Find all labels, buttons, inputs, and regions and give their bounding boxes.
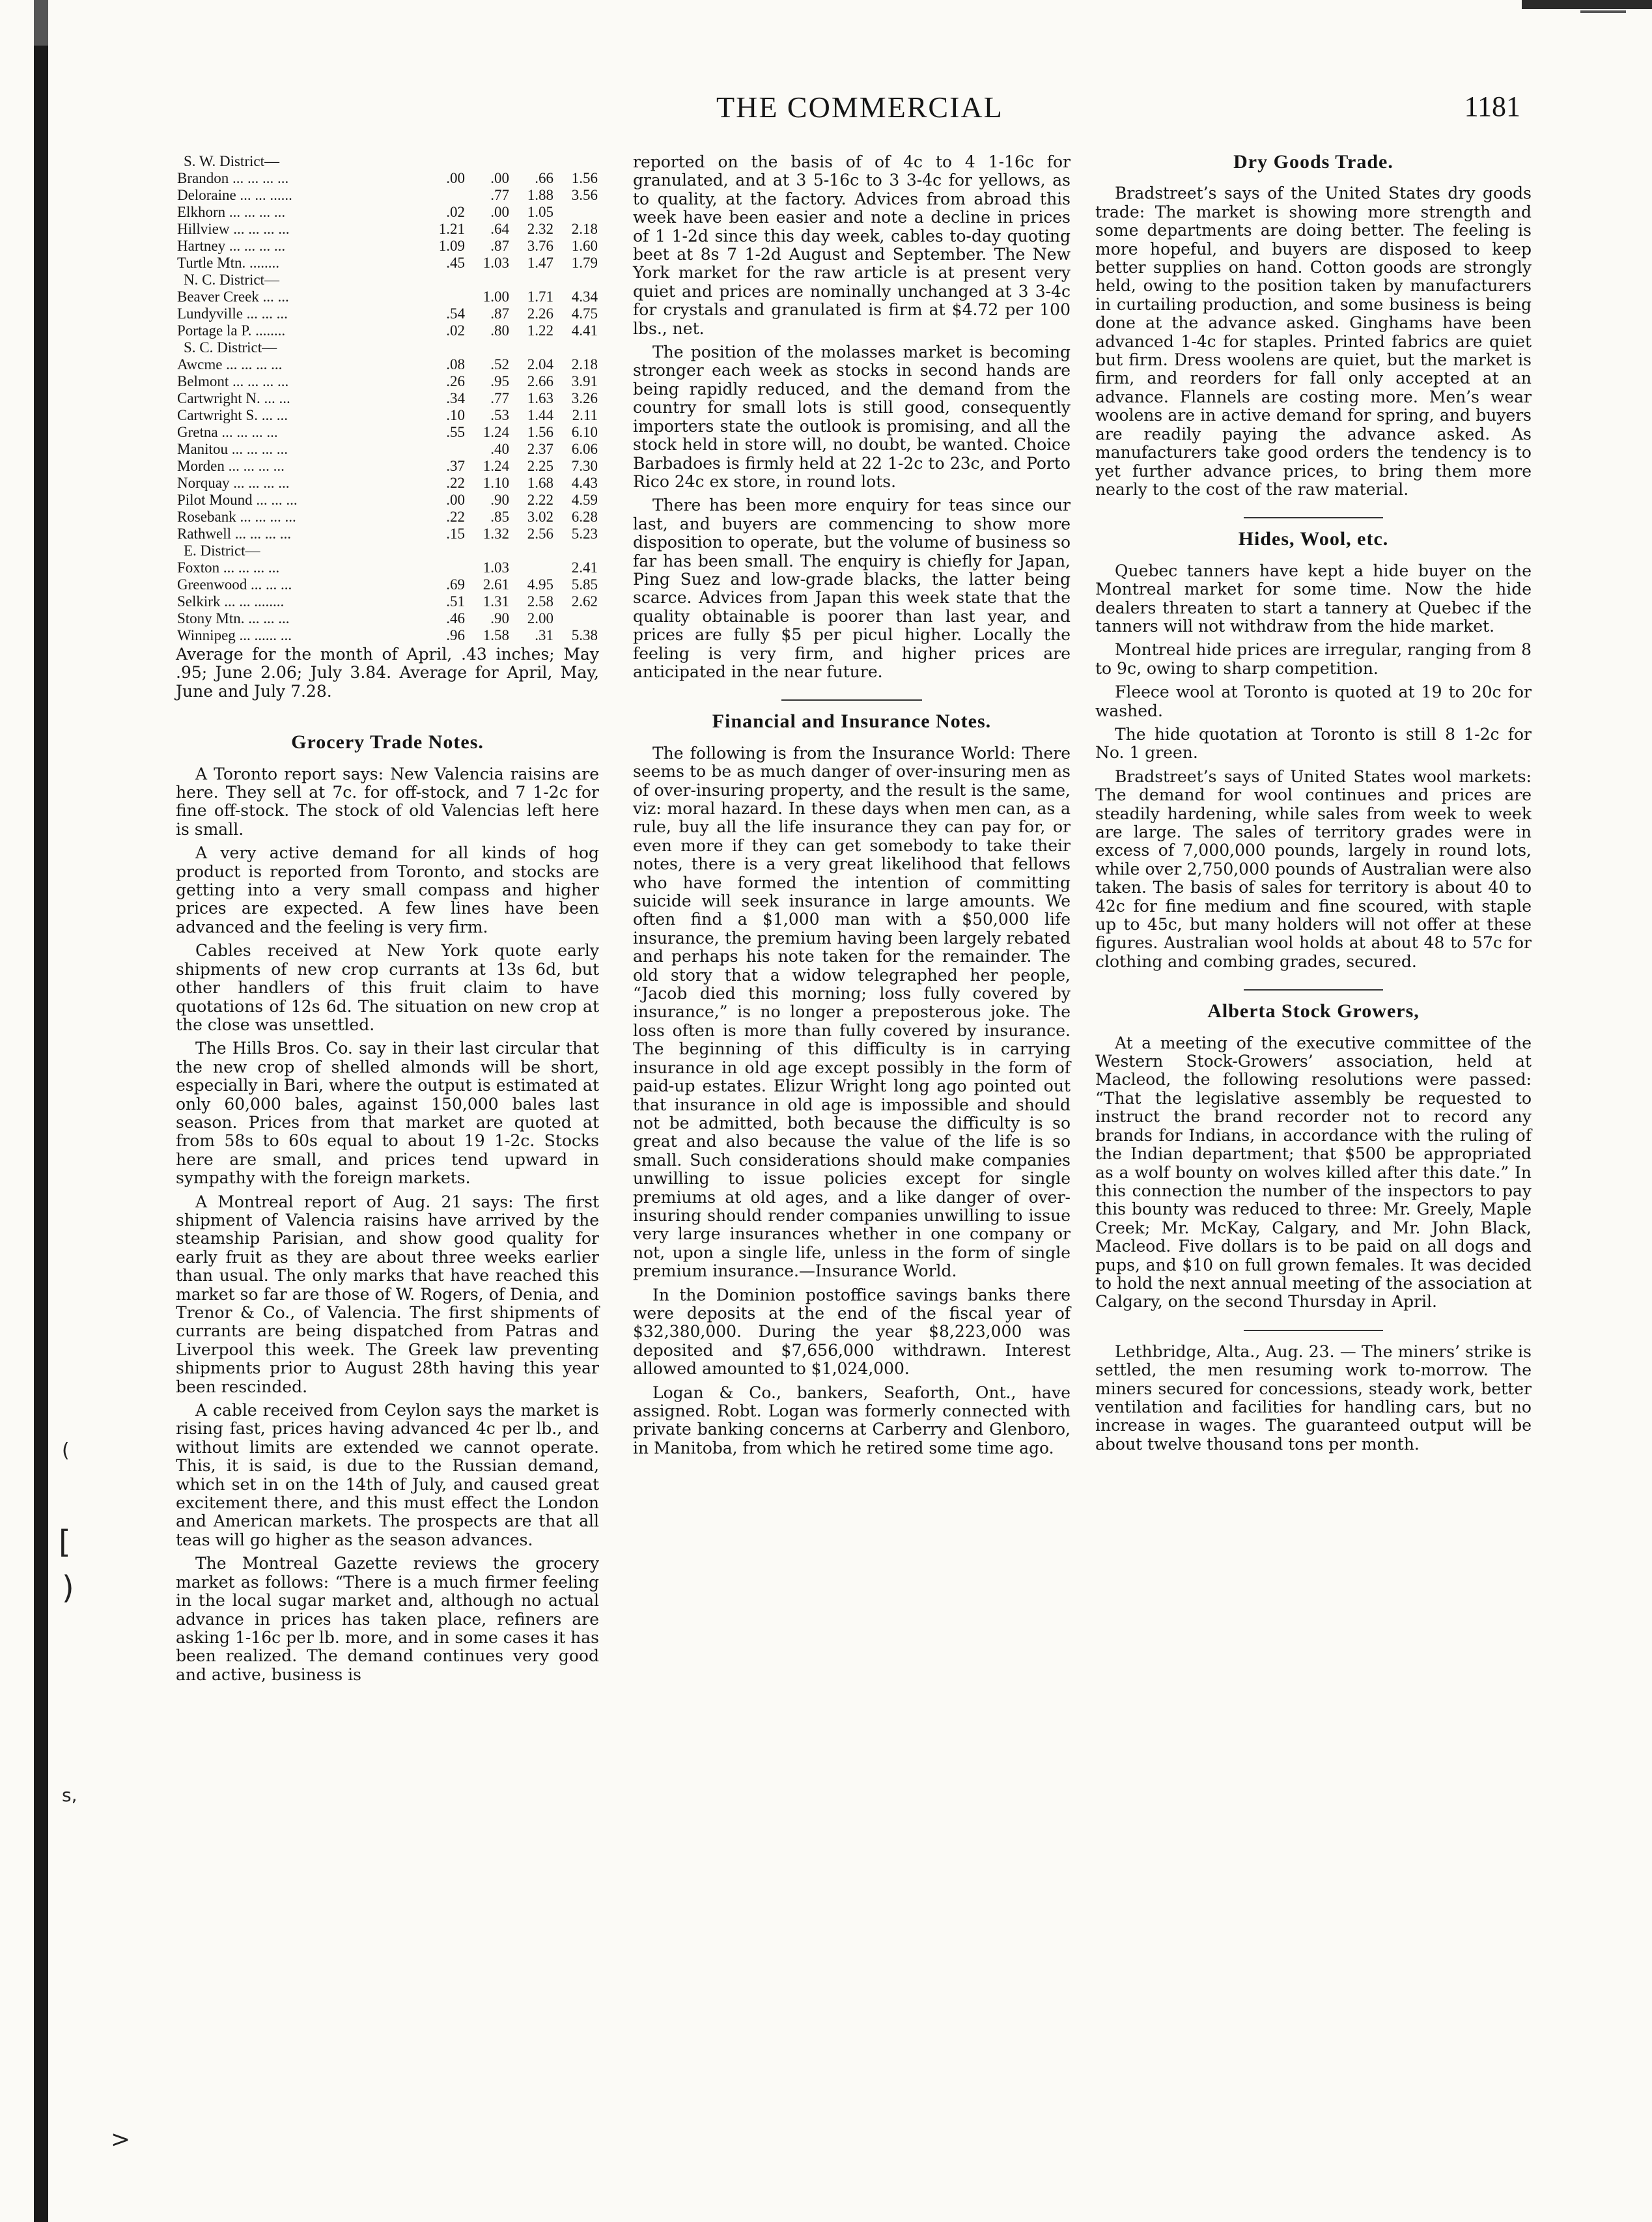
station-name: Awcme ... ... ... ... bbox=[177, 356, 283, 373]
column-right bbox=[1095, 153, 1532, 1459]
rainfall-value: 2.37 bbox=[527, 441, 553, 457]
rainfall-value: 4.41 bbox=[571, 322, 598, 339]
station-name: Cartwright S. ... ... bbox=[177, 407, 288, 423]
rainfall-value: 5.85 bbox=[571, 576, 598, 593]
district-label: N. C. District— bbox=[184, 272, 279, 288]
publication-title: THE COMMERCIAL bbox=[716, 91, 1003, 124]
rainfall-value: 3.91 bbox=[571, 373, 598, 389]
rainfall-value: .85 bbox=[490, 509, 509, 525]
rainfall-value: 1.21 bbox=[438, 221, 465, 237]
rainfall-value: .15 bbox=[446, 526, 465, 542]
rainfall-value: 1.09 bbox=[438, 238, 465, 254]
rainfall-value: 1.00 bbox=[483, 288, 509, 305]
rainfall-value: .54 bbox=[446, 305, 465, 322]
article-paragraph: reported on the basis of of 4c to 4 1-16c for granulated, and at 3 5-16c to 3 3-4c for yellows, as to quality, at the factory. Advices from abroad this week have been easier and note a decline in prices of 1 1-2d since this day week, cables to-day quoting beet at 8s 7 1-2d August and September. The New York market for the raw article is at present very quiet and prices are nominally unchanged at 3 3-4c for crystals and granulated is firm at $4.72 per 100 lbs., net. bbox=[633, 152, 1071, 338]
rainfall-value: 1.47 bbox=[527, 255, 553, 271]
rainfall-value: .87 bbox=[490, 238, 509, 254]
rainfall-value: 1.56 bbox=[571, 170, 598, 186]
rainfall-value: 3.76 bbox=[527, 238, 553, 254]
table-row bbox=[176, 526, 599, 542]
station-name: Pilot Mound ... ... ... bbox=[177, 492, 298, 508]
rainfall-value: 1.22 bbox=[527, 322, 553, 339]
table-row bbox=[176, 475, 599, 492]
rainfall-value: 3.02 bbox=[527, 509, 553, 525]
article-paragraph: A Montreal report of Aug. 21 says: The first shipment of Valencia raisins have arrived by the steamship Parisian, and show good quality for early fruit as they are about three weeks earlier than usual. The only marks that have reached this market so far are those of W. Rogers, of Denia, and Trenor & Co., of Valencia. The first shipments of currants are being dispatched from Patras and Liverpool this week. The Greek law preventing shipments prior to August 28th having this year been rescinded. bbox=[176, 1192, 599, 1396]
station-name: Rathwell ... ... ... ... bbox=[177, 526, 292, 542]
rainfall-value: 3.56 bbox=[571, 187, 598, 203]
table-row bbox=[176, 204, 599, 221]
rainfall-value: 3.26 bbox=[571, 390, 598, 406]
article-paragraph: Fleece wool at Toronto is quoted at 19 to 20c for washed. bbox=[1095, 682, 1532, 720]
table-row bbox=[176, 255, 599, 272]
rainfall-value bbox=[422, 187, 466, 204]
rainfall-value bbox=[555, 610, 599, 627]
table-row bbox=[176, 492, 599, 509]
district-label: S. W. District— bbox=[184, 153, 279, 169]
section-divider bbox=[1244, 1330, 1383, 1331]
rainfall-value: 4.75 bbox=[571, 305, 598, 322]
article-paragraph: The following is from the Insurance World: There seems to be as much danger of over-insuring men as of over-insuring property, and the result is the same, viz: moral hazard. In these days when men can, as a rule, buy all the life insurance they can pay for, or even more if they can get somebody to take their notes, there is a very great likelihood that fellows who have formed the intention of committing suicide will seek insurance in large amounts. We often find a $1,000 man with a $50,000 life insurance, the premium having been largely rebated and perhaps his note taken for the remainder. The old story that a widow telegraphed her people, “Jacob died this morning; loss fully covered by insurance,” is no longer a preposterous joke. The loss often is more than fully covered by insurance. The beginning of this difficulty is in carrying insurance in old age except possibly in the form of paid-up estates. Elizur Wright long ago pointed out that insurance in old age is impossible and should not be admitted, both because the difficulty is so great and also because the value of the life is so small. Such considerations should make companies unwilling to issue policies except for single premiums at old ages, and a like danger of over-insuring should render companies unwilling to issue very large insurances whether in one company or not, upon a single life, unless in the form of single premium insurance.—Insurance World. bbox=[633, 743, 1071, 1281]
rainfall-value: .53 bbox=[490, 407, 509, 423]
rainfall-value: 2.25 bbox=[527, 458, 553, 474]
station-name: Stony Mtn. ... ... ... bbox=[177, 610, 290, 626]
table-row bbox=[176, 322, 599, 339]
page-header bbox=[628, 90, 1533, 142]
rainfall-value: .90 bbox=[490, 610, 509, 626]
table-district-row bbox=[176, 153, 599, 170]
section-heading-dry-goods: Dry Goods Trade. bbox=[1233, 151, 1393, 173]
rainfall-value bbox=[555, 204, 599, 221]
rainfall-value: 2.18 bbox=[571, 221, 598, 237]
rainfall-value: 2.41 bbox=[571, 559, 598, 576]
rainfall-value: 2.18 bbox=[571, 356, 598, 373]
rainfall-value: 5.38 bbox=[571, 627, 598, 643]
rainfall-value: 1.10 bbox=[483, 475, 509, 491]
table-row bbox=[176, 576, 599, 593]
table-row bbox=[176, 187, 599, 204]
rainfall-value: .26 bbox=[446, 373, 465, 389]
rainfall-value: 1.58 bbox=[483, 627, 509, 643]
page-binding-edge bbox=[34, 46, 48, 2222]
rainfall-value: 6.28 bbox=[571, 509, 598, 525]
article-paragraph: The position of the molasses market is becoming stronger each week as stocks in second hands are being rapidly reduced, and the demand from the country for small lots is still good, consequently importers state the outlook is promising, and all the stock held in store will, no doubt, be wanted. Choice Barbadoes is firmly held at 22 1-2c to 23c, and Porto Rico 24c ex store, in round lots. bbox=[633, 343, 1071, 491]
station-name: Selkirk ... ... ........ bbox=[177, 593, 285, 610]
section-divider bbox=[1244, 989, 1383, 991]
section-divider bbox=[781, 699, 921, 701]
rainfall-value: 6.10 bbox=[571, 424, 598, 440]
table-row bbox=[176, 593, 599, 610]
table-row bbox=[176, 441, 599, 458]
table-row bbox=[176, 356, 599, 373]
rainfall-value: .51 bbox=[446, 593, 465, 610]
station-name: Cartwright N. ... ... bbox=[177, 390, 290, 406]
rainfall-value: .69 bbox=[446, 576, 465, 593]
rainfall-value: 2.32 bbox=[527, 221, 553, 237]
table-row bbox=[176, 407, 599, 424]
rainfall-value: 6.06 bbox=[571, 441, 598, 457]
table-row bbox=[176, 238, 599, 255]
rainfall-value: 1.63 bbox=[527, 390, 553, 406]
rainfall-value bbox=[422, 441, 466, 458]
table-row bbox=[176, 221, 599, 238]
rainfall-value: .31 bbox=[535, 627, 553, 643]
rainfall-value: .02 bbox=[446, 204, 465, 220]
article-paragraph: Montreal hide prices are irregular, ranging from 8 to 9c, owing to sharp competition. bbox=[1095, 640, 1532, 678]
article-paragraph: In the Dominion postoffice savings banks there were deposits at the end of the fiscal year of $32,380,000. During the year $8,223,000 was deposited and $7,656,000 withdrawn. Interest allowed amounted to $1,024,000. bbox=[633, 1285, 1071, 1379]
table-row bbox=[176, 373, 599, 390]
rainfall-value: .10 bbox=[446, 407, 465, 423]
rainfall-table bbox=[176, 153, 599, 644]
rainfall-value: 4.59 bbox=[571, 492, 598, 508]
rainfall-value: .55 bbox=[446, 424, 465, 440]
rainfall-value: .77 bbox=[490, 390, 509, 406]
rainfall-value: .46 bbox=[446, 610, 465, 626]
table-row bbox=[176, 610, 599, 627]
station-name: Beaver Creek ... ... bbox=[177, 288, 289, 305]
rainfall-value: .37 bbox=[446, 458, 465, 474]
rainfall-value: 1.44 bbox=[527, 407, 553, 423]
article-paragraph: Cables received at New York quote early shipments of new crop currants at 13s 6d, but other handlers of this fruit claim to have quotations of 12s 6d. The situation on new crop at the close was unsettled. bbox=[176, 941, 599, 1034]
section-divider bbox=[1244, 517, 1383, 518]
rainfall-value: 1.03 bbox=[483, 559, 509, 576]
rainfall-value: .00 bbox=[490, 170, 509, 186]
rainfall-value: 4.34 bbox=[571, 288, 598, 305]
station-name: Brandon ... ... ... ... bbox=[177, 170, 289, 186]
margin-mark: [ bbox=[59, 1524, 71, 1560]
rainfall-value: .02 bbox=[446, 322, 465, 339]
rainfall-value: 1.05 bbox=[527, 204, 553, 220]
station-name: Portage la P. ........ bbox=[177, 322, 286, 339]
rainfall-value bbox=[511, 559, 555, 576]
rainfall-value: .90 bbox=[490, 492, 509, 508]
rainfall-value: 1.68 bbox=[527, 475, 553, 491]
article-paragraph: There has been more enquiry for teas since our last, and buyers are commencing to show more disposition to operate, but the volume of business so far has been small. The enquiry is chiefly for Japan, Ping Suez and low-grade blacks, the latter being scarce. Advices from Japan this week state that the quality obtainable is poorer than last year, and prices are fully $5 per picul higher. Locally the feeling is very firm, and higher prices are anticipated in the near future. bbox=[633, 496, 1071, 681]
corner-smudge bbox=[1522, 0, 1652, 9]
rainfall-value: .77 bbox=[490, 187, 509, 203]
table-district-row bbox=[176, 339, 599, 356]
column-middle bbox=[633, 153, 1071, 1463]
article-paragraph: Bradstreet’s says of United States wool markets: The demand for wool continues and prices are steadily hardening, while sales from week to week are large. The sales of territory grades were in excess of 7,000,000 pounds, largely in round lots, while over 2,750,000 pounds of Australian were also taken. The basis of sales for territory is about 40 to 42c for fine medium and fine scoured, with staple up to 45c, but many holders will not offer at these figures. Australian wool holds at about 48 to 57c for clothing and combing grades, secured. bbox=[1095, 766, 1532, 971]
table-row bbox=[176, 458, 599, 475]
column-left bbox=[176, 153, 599, 1689]
article-paragraph: Lethbridge, Alta., Aug. 23. — The miners’ strike is settled, the men resuming work to-morrow. The miners secured for concessions, steady work, better ventilation and facilities for handling cars, but no increase in wages. The guaranteed output will be about twelve thousand tons per month. bbox=[1095, 1342, 1532, 1454]
rainfall-value: 1.32 bbox=[483, 526, 509, 542]
rainfall-value: 2.56 bbox=[527, 526, 553, 542]
rainfall-value: .22 bbox=[446, 509, 465, 525]
rainfall-value: 1.24 bbox=[483, 424, 509, 440]
margin-mark: s, bbox=[62, 1784, 77, 1806]
table-district-row bbox=[176, 542, 599, 559]
rainfall-value: .08 bbox=[446, 356, 465, 373]
article-paragraph: The Montreal Gazette reviews the grocery market as follows: “There is a much firmer feeling in the local sugar market and, although no actual advance in prices has taken place, refiners are asking 1-16c per lb. more, and in some cases it has been realized. The demand continues very good and active, business is bbox=[176, 1554, 599, 1684]
table-row bbox=[176, 288, 599, 305]
station-name: Belmont ... ... ... ... bbox=[177, 373, 289, 389]
table-row bbox=[176, 390, 599, 407]
station-name: Lundyville ... ... ... bbox=[177, 305, 288, 322]
rainfall-value: 2.00 bbox=[527, 610, 553, 626]
rainfall-value: .95 bbox=[490, 373, 509, 389]
rainfall-value: 2.62 bbox=[571, 593, 598, 610]
section-heading-alberta: Alberta Stock Growers, bbox=[1207, 1000, 1420, 1022]
rainfall-value: .66 bbox=[535, 170, 553, 186]
station-name: Elkhorn ... ... ... ... bbox=[177, 204, 286, 220]
rainfall-value: 1.31 bbox=[483, 593, 509, 610]
station-name: Winnipeg ... ...... ... bbox=[177, 627, 292, 643]
section-heading-hides: Hides, Wool, etc. bbox=[1238, 528, 1389, 550]
article-paragraph: Bradstreet’s says of the United States dry goods trade: The market is showing more strength and some departments are doing better. The feeling is more hopeful, and buyers are disposed to keep better supplies on hand. Cotton goods are strongly held, owing to the position taken by manufacturers in curtailing production, and some business is being done at the advance asked. Ginghams have been advanced 1-4c for staples. Printed fabrics are quiet but firm. Dress woolens are quiet, but the market is firm, and reorders for fall only accepted at an advance. Flannels are costing more. Men’s wear woolens are in active demand for spring, and buyers are readily paying the advance asked. As manufacturers take good orders the tendency is to yet further advance prices, to bring them more nearly to the cost of the raw material. bbox=[1095, 184, 1532, 499]
rainfall-value: 2.04 bbox=[527, 356, 553, 373]
table-row bbox=[176, 170, 599, 187]
station-name: Greenwood ... ... ... bbox=[177, 576, 292, 593]
rainfall-value: .52 bbox=[490, 356, 509, 373]
rainfall-value: 5.23 bbox=[571, 526, 598, 542]
rainfall-value: .22 bbox=[446, 475, 465, 491]
station-name: Gretna ... ... ... ... bbox=[177, 424, 278, 440]
rainfall-value: 1.71 bbox=[527, 288, 553, 305]
station-name: Norquay ... ... ... ... bbox=[177, 475, 290, 491]
rainfall-value: 1.03 bbox=[483, 255, 509, 271]
rainfall-value: 7.30 bbox=[571, 458, 598, 474]
table-row bbox=[176, 627, 599, 644]
station-name: Manitou ... ... ... ... bbox=[177, 441, 288, 457]
page-number: 1181 bbox=[1464, 91, 1520, 122]
rainfall-value bbox=[422, 288, 466, 305]
rainfall-value: .00 bbox=[446, 170, 465, 186]
rainfall-value: 2.26 bbox=[527, 305, 553, 322]
article-paragraph: At a meeting of the executive committee of the Western Stock-Growers’ association, held at Macleod, the following resolutions were passed: “That the legislative assembly be requested to instruct the brand recorder not to record any brands for Indians, in accordance with the ruling of the Indian department; that $500 be appropriated as a wolf bounty on wolves killed after this date.” In this connection the number of the inspectors to pay this bounty was reduced to three: Mr. Greely, Maple Creek; Mr. McKay, Calgary, and Mr. John Black, Macleod. Five dollars is to be paid on all dogs and pups, and $10 on full grown females. It was decided to hold the next annual meeting of the association at Calgary, on the second Thursday in April. bbox=[1095, 1033, 1532, 1312]
district-label: S. C. District— bbox=[184, 339, 277, 356]
rainfall-value: .00 bbox=[446, 492, 465, 508]
rainfall-value: .87 bbox=[490, 305, 509, 322]
rainfall-value: .34 bbox=[446, 390, 465, 406]
article-paragraph: The hide quotation at Toronto is still 8 1-2c for No. 1 green. bbox=[1095, 724, 1532, 763]
article-paragraph: A cable received from Ceylon says the market is rising fast, prices having advanced 4c per lb., and without limits are extended we cannot operate. This, it is said, is due to the Russian demand, which set in on the 14th of July, and caused great excitement there, and this must effect the London and American markets. The prospects are that all teas will go higher as the season advances. bbox=[176, 1401, 599, 1549]
table-row bbox=[176, 509, 599, 526]
rainfall-value: 2.66 bbox=[527, 373, 553, 389]
article-paragraph: A very active demand for all kinds of hog product is reported from Toronto, and stocks are getting into a very small compass and higher prices are expected. A few lines have been advanced and the feeling is very firm. bbox=[176, 843, 599, 936]
station-name: Foxton ... ... ... ... bbox=[177, 559, 280, 576]
rainfall-value: 2.22 bbox=[527, 492, 553, 508]
rainfall-value bbox=[422, 559, 466, 576]
table-row bbox=[176, 424, 599, 441]
article-paragraph: A Toronto report says: New Valencia raisins are here. They sell at 7c. for off-stock, and 7 1-2c for fine off-stock. The stock of old Valencias left here is small. bbox=[176, 764, 599, 839]
rainfall-value: .00 bbox=[490, 204, 509, 220]
station-name: Deloraine ... ... ...... bbox=[177, 187, 292, 203]
rainfall-value: 1.88 bbox=[527, 187, 553, 203]
article-paragraph: Logan & Co., bankers, Seaforth, Ont., have assigned. Robt. Logan was formerly connected with private banking concerns at Carberry and Glenboro, in Manitoba, from which he retired some time ago. bbox=[633, 1383, 1071, 1457]
rainfall-value: 1.60 bbox=[571, 238, 598, 254]
table-row bbox=[176, 559, 599, 576]
table-district-row bbox=[176, 272, 599, 288]
rainfall-value: 1.56 bbox=[527, 424, 553, 440]
rainfall-value: 2.61 bbox=[483, 576, 509, 593]
rainfall-value: 1.79 bbox=[571, 255, 598, 271]
station-name: Hillview ... ... ... ... bbox=[177, 221, 290, 237]
station-name: Morden ... ... ... ... bbox=[177, 458, 285, 474]
rainfall-value: 4.95 bbox=[527, 576, 553, 593]
rainfall-value: 2.58 bbox=[527, 593, 553, 610]
rainfall-value: 1.24 bbox=[483, 458, 509, 474]
district-label: E. District— bbox=[184, 542, 260, 559]
rainfall-value: .80 bbox=[490, 322, 509, 339]
station-name: Turtle Mtn. ........ bbox=[177, 255, 279, 271]
section-heading-financial: Financial and Insurance Notes. bbox=[712, 710, 992, 733]
margin-mark: > bbox=[111, 2126, 131, 2153]
rainfall-value: 4.43 bbox=[571, 475, 598, 491]
corner-smudge-small bbox=[1580, 10, 1626, 13]
rainfall-value: .45 bbox=[446, 255, 465, 271]
article-paragraph: Quebec tanners have kept a hide buyer on the Montreal market for some time. Now the hide dealers threaten to start a tannery at Quebec if the tanners will not withdraw from the hide market. bbox=[1095, 561, 1532, 636]
binding-shadow-top bbox=[34, 0, 48, 46]
station-name: Rosebank ... ... ... ... bbox=[177, 509, 296, 525]
article-paragraph: The Hills Bros. Co. say in their last circular that the new crop of shelled almonds will be short, especially in Bari, where the output is estimated at only 60,000 bales, against 150,000 bales last season. Prices from that market are quoted at from 58s to 60s equal to about 19 1-2c. Stocks here are small, and prices tend upward in sympathy with the foreign markets. bbox=[176, 1039, 599, 1188]
margin-mark: ) bbox=[62, 1569, 74, 1606]
station-name: Hartney ... ... ... ... bbox=[177, 238, 286, 254]
rainfall-value: .40 bbox=[490, 441, 509, 457]
margin-mark: ( bbox=[62, 1439, 70, 1462]
rainfall-value: .96 bbox=[446, 627, 465, 643]
rainfall-value: .64 bbox=[490, 221, 509, 237]
section-heading-grocery: Grocery Trade Notes. bbox=[291, 731, 484, 753]
table-row bbox=[176, 305, 599, 322]
rainfall-value: 2.11 bbox=[572, 407, 598, 423]
rainfall-average-note: Average for the month of April, .43 inches; May .95; June 2.06; July 3.84. Average for April, May, June and July 7.28. bbox=[176, 645, 599, 701]
